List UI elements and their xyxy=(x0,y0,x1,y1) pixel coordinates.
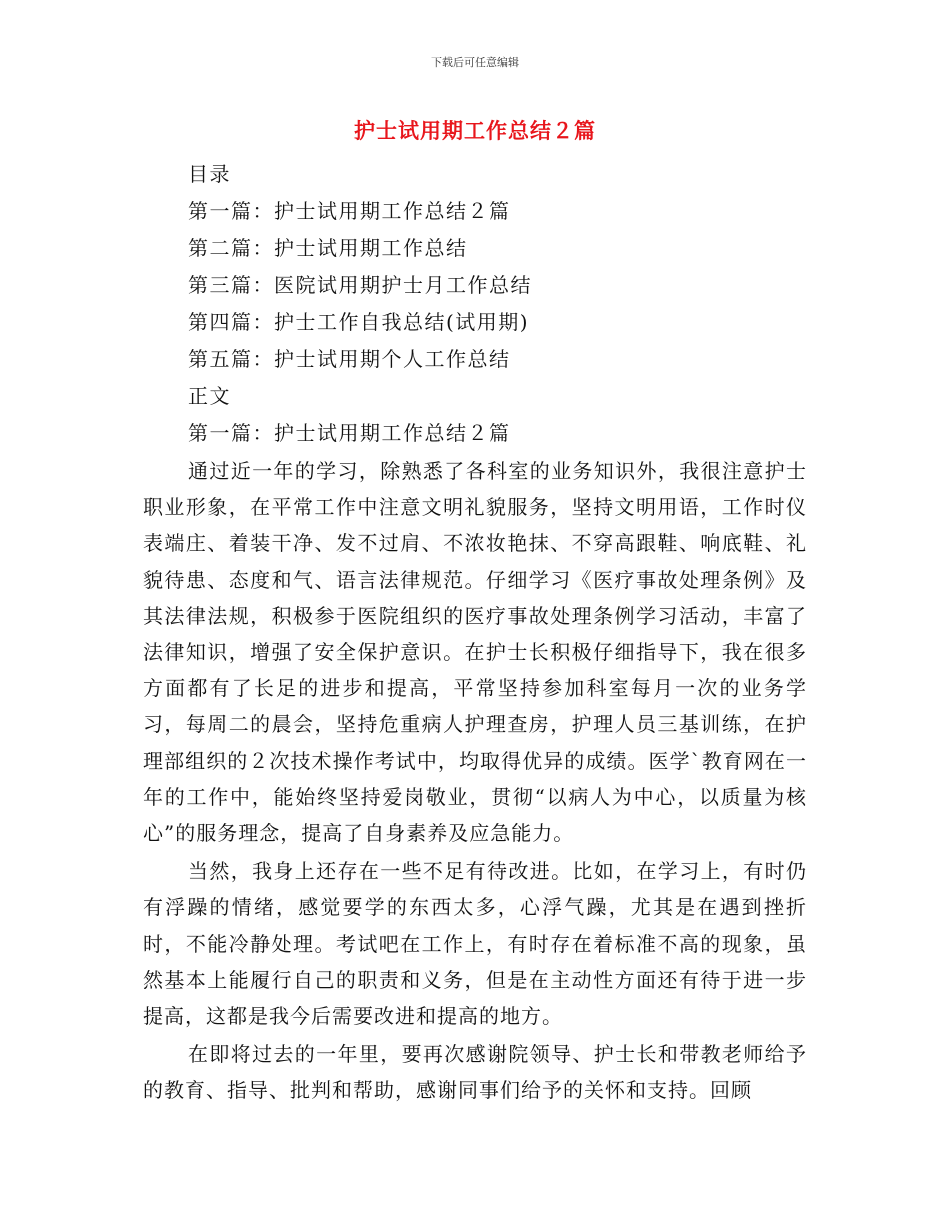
table-of-contents xyxy=(188,158,808,454)
section-heading: 第一篇：护士试用期工作总结２篇 xyxy=(188,421,511,445)
toc-item: 第四篇：护士工作自我总结(试用期) xyxy=(188,310,530,334)
toc-item: 第一篇：护士试用期工作总结２篇 xyxy=(188,199,511,223)
paragraph: 通过近一年的学习，除熟悉了各科室的业务知识外，我很注意护士职业形象，在平常工作中注意文明礼貌服务，坚持文明用语，工作时仪表端庄、着装干净、发不过肩、不浓妆艳抹、不穿高跟鞋、响底鞋、礼貌待患、态度和气、语言法律规范。仔细学习《医疗事故处理条例》及其法律法规，积极参于医院组织的医疗事故处理条例学习活动，丰富了法律知识，增强了安全保护意识。在护士长积极仔细指导下，我在很多方面都有了长足的进步和提高，平常坚持参加科室每月一次的业务学习，每周二的晨会，坚持危重病人护理查房，护理人员三基训练，在护理部组织的２次技术操作考试中，均取得优异的成绩。医学`教育网在一年的工作中，能始终坚持爱岗敬业，贯彻“以病人为中心，以质量为核心”的服务理念，提高了自身素养及应急能力。 xyxy=(143,459,807,846)
header-note: 下载后可任意编辑 xyxy=(431,56,519,69)
toc-item: 第五篇：护士试用期个人工作总结 xyxy=(188,347,511,371)
paragraph: 在即将过去的一年里，要再次感谢院领导、护士长和带教老师给予的教育、指导、批判和帮助，感谢同事们给予的关怀和支持。回顾 xyxy=(143,1042,807,1103)
body-label: 正文 xyxy=(188,384,231,408)
paragraph: 当然，我身上还存在一些不足有待改进。比如，在学习上，有时仍有浮躁的情绪，感觉要学的东西太多，心浮气躁，尤其是在遇到挫折时，不能冷静处理。考试吧在工作上，有时存在着标准不高的现象，虽然基本上能履行自己的职责和义务，但是在主动性方面还有待于进一步提高，这都是我今后需要改进和提高的地方。 xyxy=(143,859,807,1029)
toc-item: 第三篇：医院试用期护士月工作总结 xyxy=(188,273,532,297)
body-text xyxy=(143,453,807,1111)
toc-label: 目录 xyxy=(188,162,231,186)
toc-item: 第二篇：护士试用期工作总结 xyxy=(188,236,468,260)
document-title: 护士试用期工作总结２篇 xyxy=(354,119,596,143)
